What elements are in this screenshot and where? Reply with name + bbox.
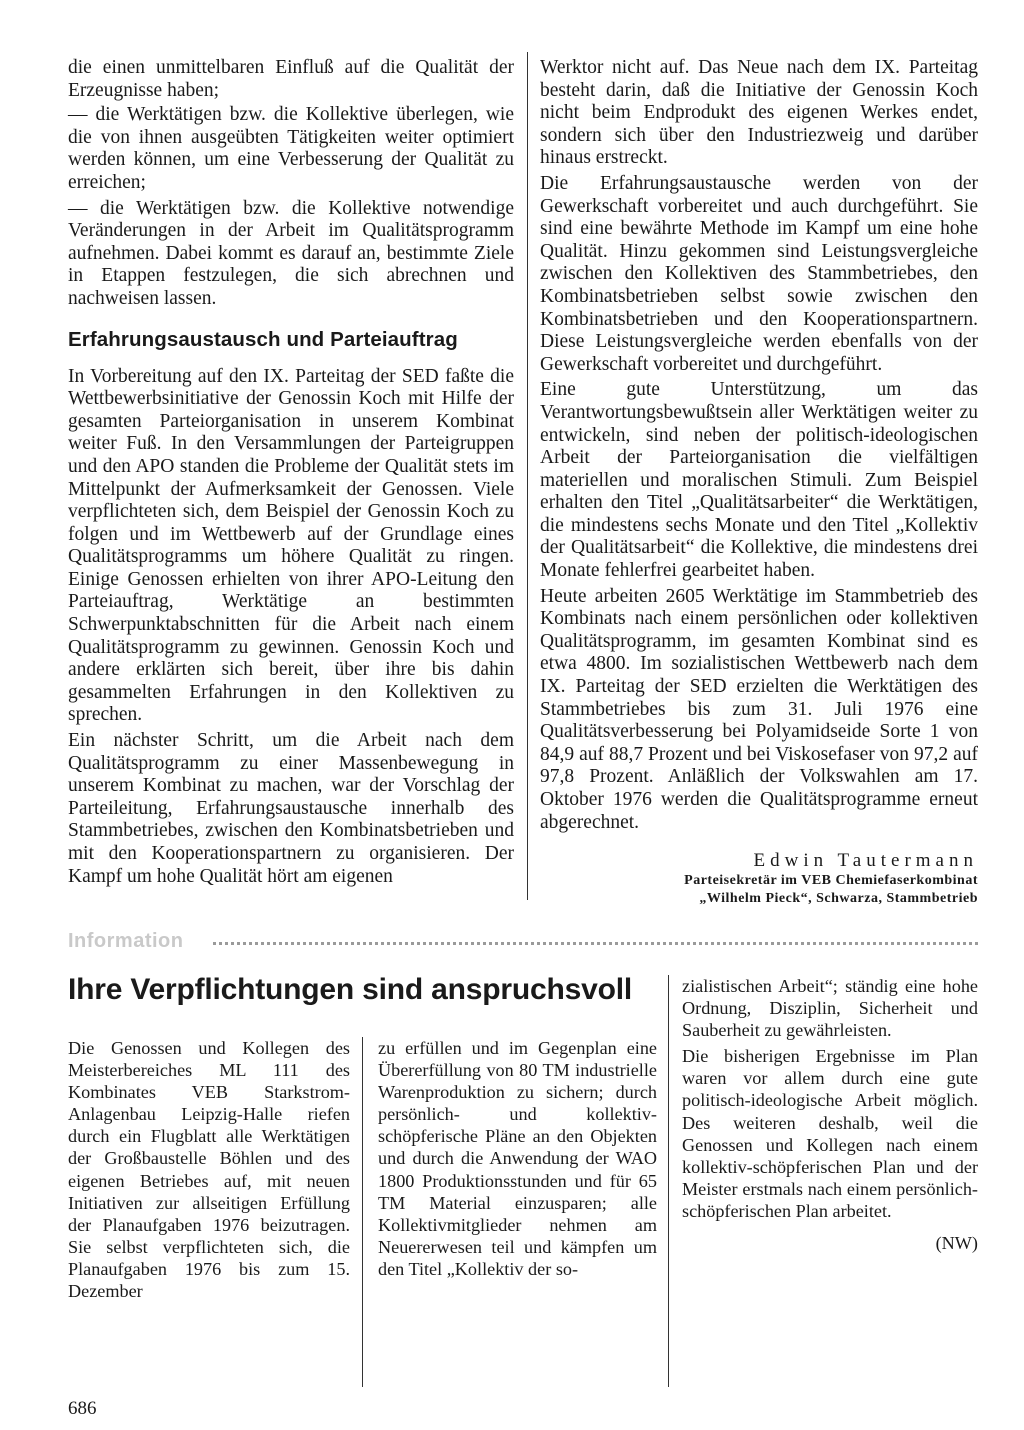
article-headline: Ihre Verpflichtungen sind anspruchsvoll <box>68 973 632 1006</box>
author-role: Parteisekretär im VEB Chemiefaserkombinat <box>684 873 978 888</box>
column-divider <box>668 975 669 1387</box>
upper-right-column <box>540 57 978 837</box>
body-paragraph: — die Werktätigen bzw. die Kollektive notwendige Veränderungen in der Arbeit im Qualitätsprogramm aufnehmen. Dabei kommt es darauf an, bestimmte Ziele in Etappen festzulegen, die sich abrechnen und nachweisen lassen. <box>68 197 514 309</box>
article-column-2 <box>378 1037 657 1284</box>
information-banner <box>68 930 978 956</box>
article-column-3 <box>682 975 978 1258</box>
column-divider <box>527 52 528 900</box>
author-tag: (NW) <box>935 1233 978 1254</box>
body-paragraph: In Vorbereitung auf den IX. Parteitag der SED faßte die Wettbewerbsinitiative der Genossin Koch mit Hilfe der gesamten Parteiorganisation in unserem Kombinat weiter Fuß. In den Versammlungen der Parteigruppen und den APO standen die Probleme der Qualität stets im Mittelpunkt der Aufmerksamkeit der Genossen. Viele verpflichteten sich, dem Beispiel der Genossin Koch zu folgen und im Wettbewerb auf der Grundlage eines Qualitätsprogramms um höhere Qualität zu ringen. Einige Genossen erhielten von ihrer APO-Leitung den Parteiauftrag, Werktätige an bestimmten Schwerpunktabschnitten für die Arbeit nach einem Qualitätsprogramm zu gewinnen. Genossin Koch und andere erklärten sich bereit, über ihre bis dahin gesammelten Erfahrungen in den Kollektiven zu sprechen. <box>68 365 514 726</box>
body-paragraph: Die Erfahrungsaustausche werden von der Gewerkschaft vorbereitet und auch durchgeführt. Sie sind eine bewährte Methode im Kampf um eine hohe Qualität. Hinzu gekommen sind Leistungsvergleiche zwischen den Kollektiven des Stammbetriebes, den Kombinatsbetrieben selbst sowie zwischen den Kombinatsbetrieben und den Kooperationspartnern. Diese Leistungsvergleiche werden ebenfalls von der Gewerkschaft vorbereitet und durchgeführt. <box>540 172 978 375</box>
section-heading: Erfahrungsaustausch und Parteiauftrag <box>68 327 458 351</box>
body-paragraph: — die Werktätigen bzw. die Kollektive überlegen, wie die von ihnen ausgeübten Tätigkeiten weiter optimiert werden können, um eine Verbesserung der Qualität zu erreichen; <box>68 104 514 193</box>
body-paragraph: Die bisherigen Ergebnisse im Plan waren vor allem durch eine gute politisch-ideologische Arbeit möglich. Des weiteren deshalb, weil die Genossen und Kollegen nach einem kollektiv-schöpferischen Plan und der Meister erstmals nach einem persönlich-schöpferischen Plan arbeitet. <box>682 1046 978 1221</box>
body-paragraph: Werktor nicht auf. Das Neue nach dem IX. Parteitag besteht darin, daß die Initiative der Genossin Koch nicht beim Endprodukt des eigenen Werkes endet, sondern sich über den Industriezweig und darüber hinaus erstreckt. <box>540 57 978 169</box>
body-paragraph: Eine gute Unterstützung, um das Verantwortungsbewußtsein aller Werktätigen weiter zu entwickeln, sind neben der politisch-ideologischen Arbeit der Parteiorganisation die vielfältigen materiellen und moralischen Stimuli. Zum Beispiel erhalten den Titel „Qualitätsarbeiter“ die Werktätigen, die mindestens sechs Monate und den Titel „Kollektiv der Qualitätsarbeit“ die Kollektive, die mindestens drei Monate fehlerfrei gearbeitet haben. <box>540 379 978 582</box>
author-name: Edwin Tautermann <box>753 850 978 871</box>
body-paragraph: zialistischen Arbeit“; ständig eine hohe Ordnung, Disziplin, Sicherheit und Sauberheit zu gewährleisten. <box>682 976 978 1041</box>
body-paragraph: Heute arbeiten 2605 Werktätige im Stammbetrieb des Kombinats nach einem persönlichen oder kollektiven Qualitätsprogramm, im gesamten Kombinat sind es etwa 4800. Im sozialistischen Wettbewerb nach dem IX. Parteitag der SED erzielten die Werktätigen des Stammbetriebes bis zum 31. Juli 1976 eine Qualitätsverbesserung bei Polyamidseide Sorte 1 von 84,9 auf 88,7 Prozent und bei Viskosefaser von 97,2 auf 97,8 Prozent. Anläßlich der Volkswahlen am 17. Oktober 1976 werden die Qualitätsprogramme erneut abgerechnet. <box>540 585 978 833</box>
article-column-1 <box>68 1037 350 1306</box>
upper-left-column <box>68 57 514 891</box>
body-paragraph: die einen unmittelbaren Einfluß auf die Qualität der Erzeugnisse haben; <box>68 57 514 101</box>
information-label: Information <box>68 930 184 952</box>
author-signature <box>540 850 978 908</box>
dotted-rule <box>213 942 978 945</box>
body-paragraph: zu erfüllen und im Gegenplan eine Übererfüllung von 80 TM industrielle Warenproduktion zu sichern; durch persönlich- und kollektiv-schöpferische Pläne an den Objekten und durch die Anwendung der WAO 1800 Produktionsstunden und für 65 TM Material einzusparen; alle Kollektivmitglieder nehmen am Neuererwesen teil und kämpfen um den Titel „Kollektiv der so- <box>378 1038 657 1279</box>
body-paragraph: Die Genossen und Kollegen des Meisterbereiches ML 111 des Kombinates VEB Starkstrom-Anlagenbau Leipzig-Halle riefen durch ein Flugblatt alle Werktätigen der Großbaustelle Böhlen und des eigenen Betriebes auf, mit neuen Initiativen zur allseitigen Erfüllung der Planaufgaben 1976 beizutragen. Sie selbst verpflichteten sich, die Planaufgaben 1976 bis zum 15. Dezember <box>68 1038 350 1302</box>
page-number: 686 <box>68 1398 97 1419</box>
column-divider <box>362 1037 363 1387</box>
author-affiliation: „Wilhelm Pieck“, Schwarza, Stammbetrieb <box>699 891 978 906</box>
body-paragraph: Ein nächster Schritt, um die Arbeit nach dem Qualitätsprogramm zu einer Massenbewegung in unserem Kombinat zu machen, war der Vorschlag der Parteileitung, Erfahrungsaustausche innerhalb des Stammbetriebes, zwischen den Kombinatsbetrieben und mit den Kooperationspartnern zu organisieren. Der Kampf um hohe Qualität hört am eigenen <box>68 730 514 887</box>
